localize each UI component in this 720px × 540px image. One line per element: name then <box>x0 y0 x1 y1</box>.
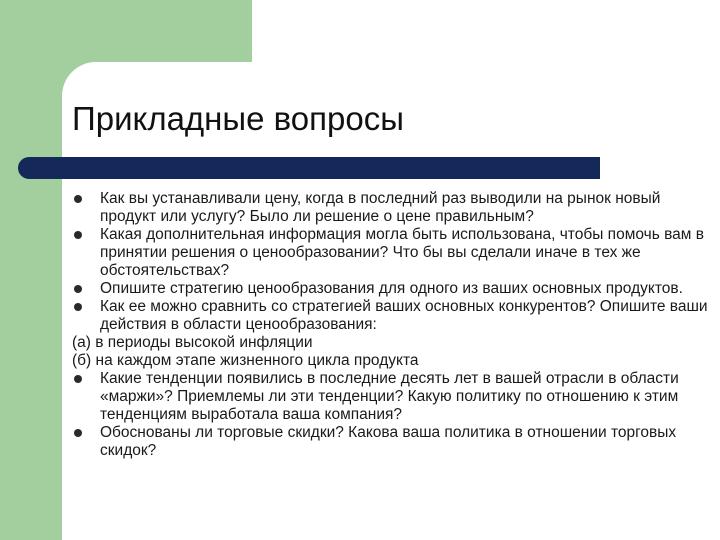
sub-item-a: (а) в периоды высокой инфляции <box>72 334 313 351</box>
bullet-dot-icon <box>74 285 82 293</box>
bullet-text: Какие тенденции появились в последние десять лет в вашей отрасли в области «маржи»? Приемлемы ли эти тенденции? Какую политику по отношению к этим тенденциям выработала ваша компания? <box>100 370 679 423</box>
bullet-text: Как ее можно сравнить со стратегией ваших основных конкурентов? Опишите ваши действия в области ценообразования: <box>100 298 708 333</box>
title-underline-bar <box>18 157 600 179</box>
bullet-item <box>72 424 712 460</box>
bullet-text: Как вы устанавливали цену, когда в последний раз выводили на рынок новый продукт или услугу? Было ли решение о цене правильным? <box>100 190 661 225</box>
slide-content <box>72 190 712 460</box>
bullet-text: Обоснованы ли торговые скидки? Какова ваша политика в отношении торговых скидок? <box>100 424 677 459</box>
bullet-dot-icon <box>74 231 82 239</box>
sub-item-b: (б) на каждом этапе жизненного цикла продукта <box>72 352 419 369</box>
bullet-item <box>72 298 712 334</box>
bullet-item <box>72 280 712 298</box>
bullet-text: Какая дополнительная информация могла быть использована, чтобы помочь вам в принятии решения о ценообразовании? Что бы вы сделали иначе в тех же обстоятельствах? <box>100 226 704 279</box>
bullet-text: Опишите стратегию ценообразования для одного из ваших основных продуктов. <box>100 280 683 297</box>
bullet-item <box>72 190 712 226</box>
slide-title: Прикладные вопросы <box>72 100 404 137</box>
bullet-dot-icon <box>74 195 82 203</box>
bullet-item <box>72 370 712 424</box>
green-left-strip <box>0 0 62 540</box>
bullet-dot-icon <box>74 375 82 383</box>
bullet-dot-icon <box>74 303 82 311</box>
bullet-dot-icon <box>74 429 82 437</box>
bullet-item <box>72 226 712 280</box>
